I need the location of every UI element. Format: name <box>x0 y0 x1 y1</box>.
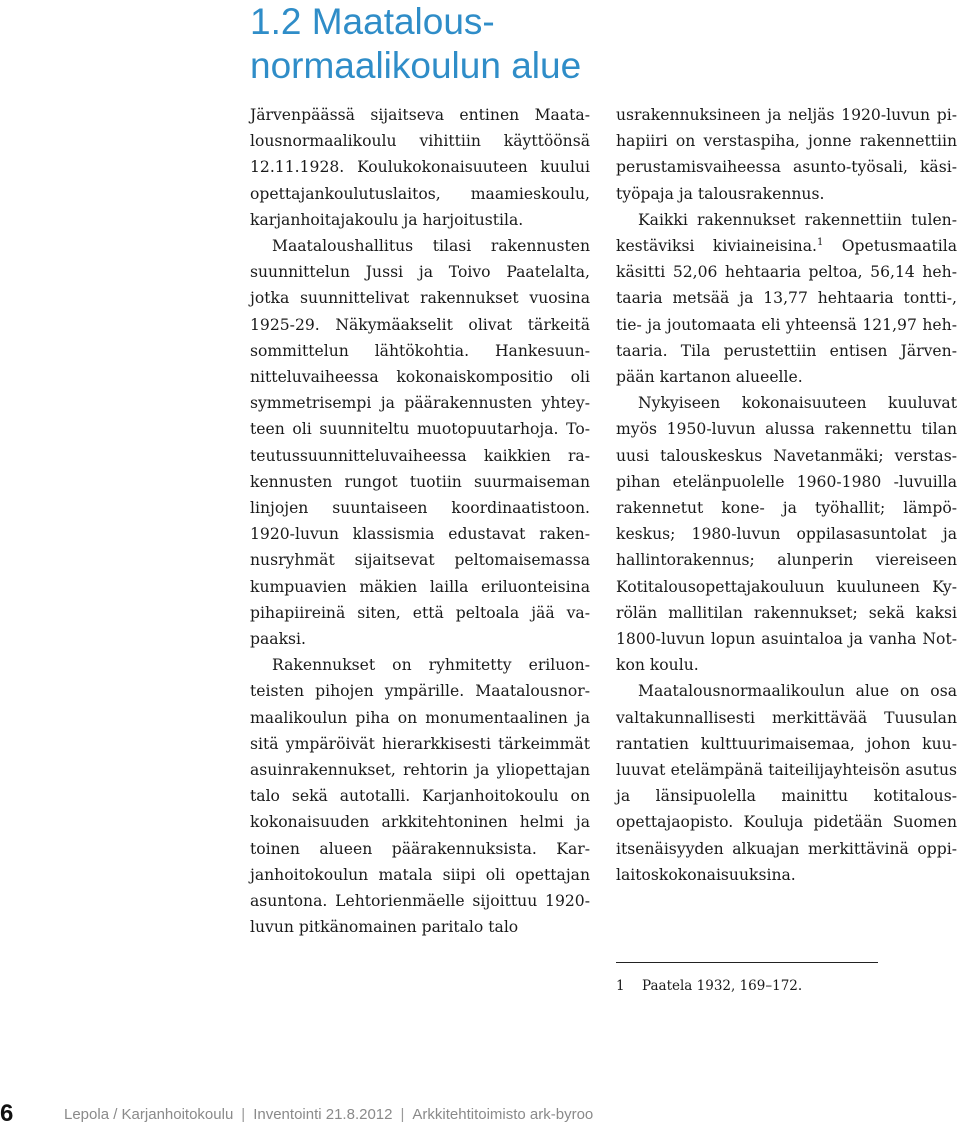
footer-author: Arkkitehtitoimisto ark-byroo <box>412 1106 594 1123</box>
paragraph-5-start: Kaikki rakennukset rakennettiin tulenkestäviksi kiviaineisina. <box>616 210 957 256</box>
footnote-number: 1 <box>616 978 625 994</box>
footnote-reference: 1 <box>816 237 824 249</box>
paragraph-3: Rakennukset on ryhmitetty eriluonteisten pihojen ympärille. Maatalousnormaalikoulun piha on monumentaalinen ja sitä ympäröivät hierarkkisesti tärkeimmät asuinrakennukset, rehtorin ja yliopettajan talo sekä autotalli. Karjanhoitokoulu on kokonaisuuden arkkitehtoninen helmi ja toinen alueen päärakennuksista. Karjanhoitokoulun matala siipi oli opettajan asuntona. Lehtorienmäelle sijoittuu 1920-luvun pitkänomainen paritalo talo <box>250 656 590 937</box>
section-title-line-1: 1.2 Maatalous- <box>250 1 495 42</box>
footer-text <box>64 1105 593 1125</box>
paragraph-5 <box>616 207 957 390</box>
section-title-line-2: normaalikoulun alue <box>250 45 582 86</box>
paragraph-4: usrakennuksineen ja neljäs 1920-luvun pihapiiri on verstaspiha, jonne rakennettiin perustamisvaiheessa asunto-työsali, käsityöpaja ja talousrakennus. <box>616 106 957 203</box>
footnote-text: Paatela 1932, 169–172. <box>642 978 803 994</box>
footer-separator: | <box>241 1106 246 1123</box>
footer-date: Inventointi 21.8.2012 <box>253 1106 393 1123</box>
footer-separator: | <box>400 1106 405 1123</box>
right-text-column <box>616 102 957 888</box>
paragraph-5-rest: Opetusmaatila käsitti 52,06 hehtaaria peltoa, 56,14 hehtaaria metsää ja 13,77 hehtaaria tontti-, tie- ja joutomaata eli yhteensä 121,97 hehtaaria. Tila perustettiin entisen Järvenpään kartanon alueelle. <box>616 237 957 387</box>
page-footer <box>0 1100 960 1130</box>
footnote <box>616 976 802 996</box>
left-text-column <box>250 102 590 941</box>
footnote-divider <box>616 962 878 963</box>
paragraph-6: Nykyiseen kokonaisuuteen kuuluvat myös 1950-luvun alussa rakennettu tilan uusi talouskeskus Navetanmäki; verstaspihan etelänpuolelle 1960-1980 -luvuilla rakennetut kone- ja työhallit; lämpökeskus; 1980-luvun oppilasasuntolat ja hallintorakennus; alunperin viereiseen Kotitalousopettajakouluun kuuluneen Kyrölän mallitilan rakennukset; sekä kaksi 1800-luvun lopun asuintaloa ja vanha Notkon koulu. <box>616 394 957 675</box>
section-title <box>250 0 670 88</box>
paragraph-1: Järvenpäässä sijaitseva entinen Maatalousnormaalikoulu vihittiin käyttöönsä 12.11.1928. Koulukokonaisuuteen kuului opettajankoulutuslaitos, maamieskoulu, karjanhoitajakoulu ja harjoitustila. <box>250 106 590 229</box>
page-number: 6 <box>0 1100 14 1127</box>
paragraph-7: Maatalousnormaalikoulun alue on osa valtakunnallisesti merkittävää Tuusulan rantatien kulttuurimaisemaa, johon kuuluuvat etelämpänä taiteilijayhteisön asutus ja länsipuolella mainittu kotitalousopettajaopisto. Kouluja pidetään Suomen itsenäisyyden alkuajan merkittävinä oppilaitoskokonaisuuksina. <box>616 682 957 884</box>
paragraph-2: Maataloushallitus tilasi rakennusten suunnittelun Jussi ja Toivo Paatelalta, jotka suunnittelivat rakennukset vuosina 1925-29. Näkymäakselit olivat tärkeitä sommittelun lähtökohtia. Hankesuunnitteluvaiheessa kokonaiskompositio oli symmetrisempi ja päärakennusten yhteyteen oli suunniteltu muotopuutarhoja. Toteutussuunnitteluvaiheessa kaikkien rakennusten rungot tuotiin suurmaiseman linjojen suuntaiseen koordinaatistoon. 1920-luvun klassismia edustavat rakennusryhmät sijaitsevat peltomaisemassa kumpuavien mäkien lailla eriluonteisina pihapiireinä siten, että peltoala jää vapaaksi. <box>250 237 590 649</box>
footer-document-name: Lepola / Karjanhoitokoulu <box>64 1106 234 1123</box>
